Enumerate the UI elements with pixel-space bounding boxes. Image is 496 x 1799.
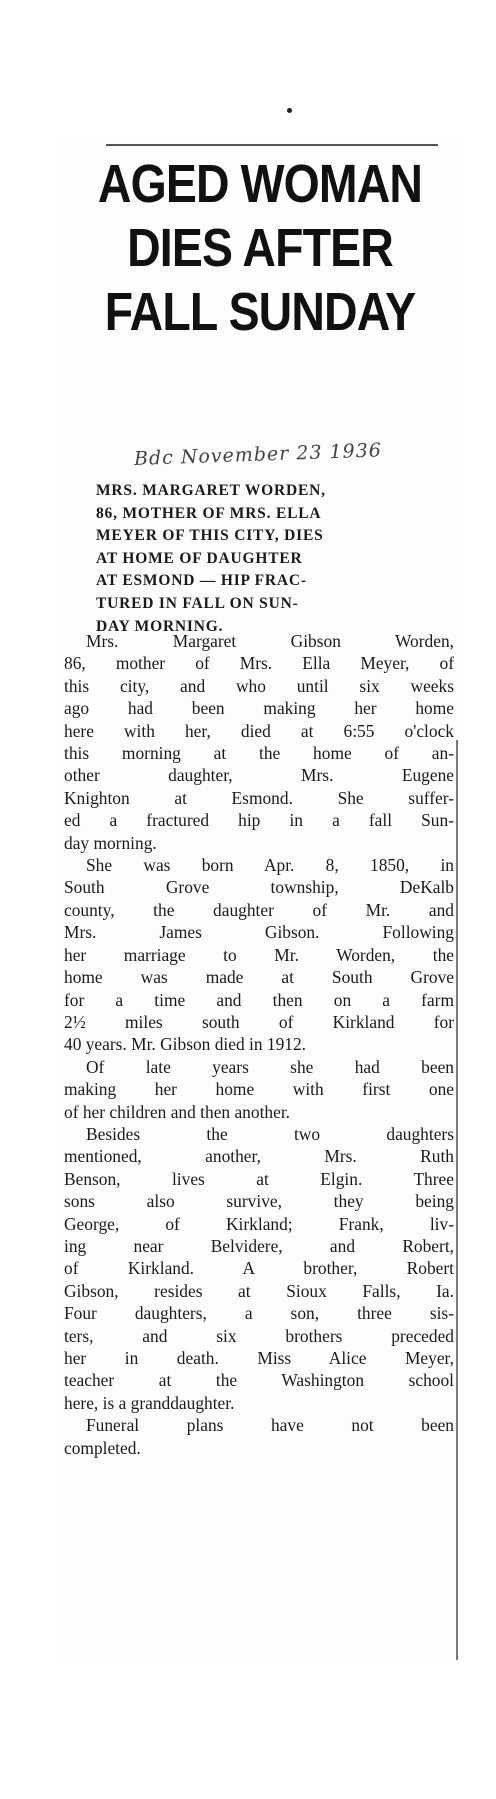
article-line: mentioned, another, Mrs. Ruth (64, 1146, 454, 1167)
article-line: 86, mother of Mrs. Ella Meyer, of (64, 653, 454, 674)
subheadline-line: AT HOME OF DAUGHTER (96, 549, 303, 567)
subheadline (96, 480, 446, 638)
article-line: this city, and who until six weeks (64, 675, 454, 696)
article-line: ed a fractured hip in a fall Sun- (64, 810, 454, 831)
article-line: Knighton at Esmond. She suffer- (64, 787, 454, 808)
subheadline-line: MEYER OF THIS CITY, DIES (96, 527, 324, 545)
article-line: Of late years she had been (86, 1056, 454, 1077)
article-line: 40 years. Mr. Gibson died in 1912. (64, 1034, 306, 1055)
article-line: for a time and then on a farm (64, 989, 454, 1010)
article-line: completed. (64, 1437, 141, 1458)
handwritten-date: Bdc November 23 1936 (133, 439, 383, 470)
headline-line: FALL SUNDAY (104, 282, 416, 342)
article-line: teacher at the Washington school (64, 1370, 454, 1391)
article-line: She was born Apr. 8, 1850, in (86, 855, 454, 876)
article-line: Mrs. Margaret Gibson Worden, (86, 631, 454, 651)
article-line: other daughter, Mrs. Eugene (64, 765, 454, 786)
article-body (64, 630, 454, 1459)
article-line: Four daughters, a son, three sis- (64, 1303, 454, 1324)
article-line: Benson, lives at Elgin. Three (64, 1168, 454, 1189)
article-line: this morning at the home of an- (64, 743, 454, 764)
ink-speck (287, 108, 292, 113)
article-line: George, of Kirkland; Frank, liv- (64, 1213, 454, 1234)
article-line: here with her, died at 6:55 o'clock (64, 720, 454, 741)
article-line: ters, and six brothers preceded (64, 1325, 454, 1346)
article-line: ing near Belvidere, and Robert, (64, 1235, 454, 1256)
article-line: her in death. Miss Alice Meyer, (64, 1348, 454, 1368)
article-line: sons also survive, they being (64, 1191, 454, 1212)
article-line: here, is a granddaughter. (64, 1392, 235, 1413)
article-line: of Kirkland. A brother, Robert (64, 1258, 454, 1279)
subheadline-line: AT ESMOND — HIP FRAC- (96, 572, 307, 590)
headline-line: DIES AFTER (127, 218, 393, 278)
subheadline-line: TURED IN FALL ON SUN- (96, 594, 299, 612)
newspaper-clipping (62, 140, 458, 1662)
headline (90, 152, 431, 344)
article-line: making her home with first one (64, 1079, 454, 1100)
article-line: Mrs. James Gibson. Following (64, 922, 454, 943)
article-line: her marriage to Mr. Worden, the (64, 944, 454, 965)
headline-line: AGED WOMAN (97, 154, 423, 214)
article-line: 2½ miles south of Kirkland for (64, 1011, 454, 1032)
subheadline-line: MRS. MARGARET WORDEN, (96, 482, 326, 499)
top-rule (106, 144, 438, 146)
subheadline-line: DAY MORNING. (96, 617, 224, 635)
subheadline-line: 86, MOTHER OF MRS. ELLA (96, 504, 322, 522)
article-line: day morning. (64, 832, 157, 853)
article-line: Funeral plans have not been (86, 1415, 454, 1436)
article-line: county, the daughter of Mr. and (64, 899, 454, 920)
article-line: Gibson, resides at Sioux Falls, Ia. (64, 1280, 454, 1301)
article-line: ago had been making her home (64, 698, 454, 719)
article-line: South Grove township, DeKalb (64, 877, 454, 898)
article-line: of her children and then another. (64, 1101, 290, 1122)
column-rule (456, 740, 458, 1660)
article-line: home was made at South Grove (64, 967, 454, 988)
article-line: Besides the two daughters (86, 1123, 454, 1144)
